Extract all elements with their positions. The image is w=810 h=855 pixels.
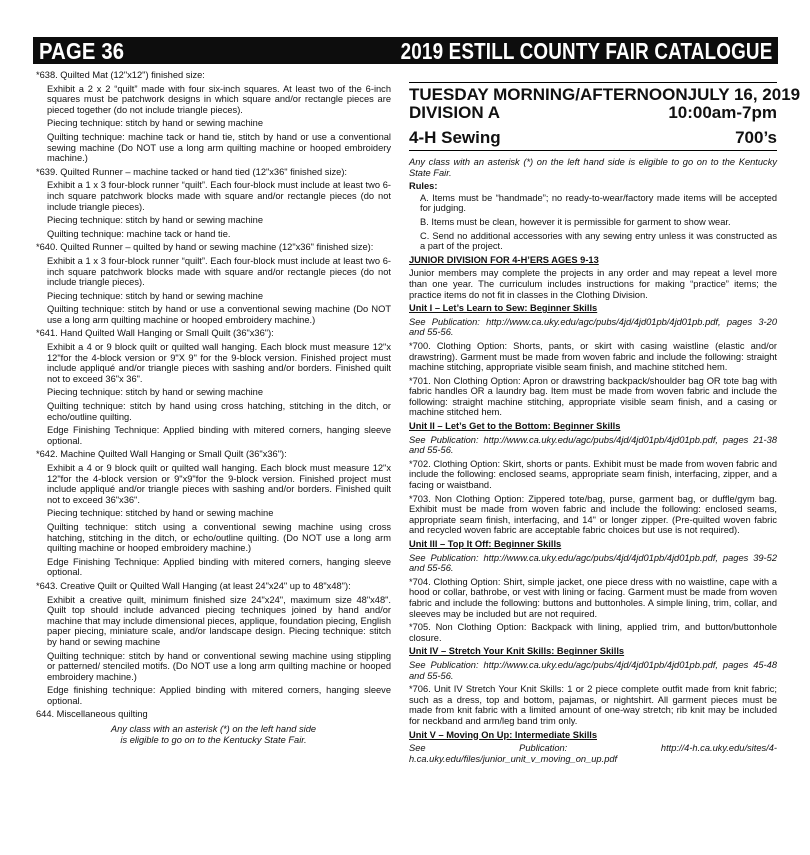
unit-1-publication: See Publication: http://www.ca.uky.edu/agc/pubs/4jd/4jd01pb/4jd01pb.pdf, pages 3-20 and 55-56. (409, 316, 777, 338)
class-700: *700. Clothing Option: Shorts, pants, or skirt with casing waistline (elastic and/or drawstring). Garment must be made from woven fabric and include the following: straight machine stitching, appropriate visible seam finish, and machine stitched hem. (409, 340, 777, 373)
left-column (36, 70, 391, 745)
class-639-piecing: Piecing technique: stitch by hand or sewing machine (47, 215, 264, 226)
class-638-body: Exhibit a 2 x 2 “quilt” made with four six-inch squares. At least two of the 6-inch squares must be patchwork designs in which square and/or rectangle pieces are pieced together (do not include triangle pieces). (47, 83, 391, 115)
junior-division-heading: JUNIOR DIVISION FOR 4-H’ERS AGES 9-13 (409, 254, 599, 265)
class-642-quilting: Quilting technique: stitch using a conventional sewing machine using cross hatching, stitching in the ditch, or echo/outline quilting. (Do NOT use a long arm quilting machine or hooped embroidery machine.) (47, 521, 391, 554)
asterisk-note-line-1: Any class with an asterisk (*) on the left hand side (110, 724, 317, 735)
class-706: *706. Unit IV Stretch Your Knit Skills: 1 or 2 piece complete outfit made from knit fabric; such as a dress, top and bottom, pajamas, or nightshirt. All garment pieces must be made from knit fabric with a limited amount of one-way stretch; rib knit may be included for neckband and arm/leg band trim only. (409, 684, 777, 726)
unit-2-heading: Unit II – Let’s Get to the Bottom: Beginner Skills (409, 421, 621, 432)
rule-b: B. Items must be clean, however it is permissible for garment to show wear. (420, 216, 731, 227)
department-row (409, 128, 777, 147)
class-641-body: Exhibit a 4 or 9 block quilt or quilted wall hanging. Each block must measure 12"x 12"for the 4-block version or 9"X 9" for the 9-block version. Finished project must include appliqué and/or triangle pieces with sashing and/or borders. Finished quilt not to exceed 36"x 36". (47, 342, 391, 384)
class-641-quilting: Quilting technique: stitch by hand using cross hatching, stitching in the ditch, or echo/outline quilting. (47, 401, 391, 422)
class-641-edge: Edge Finishing Technique: Applied binding with mitered corners, hanging sleeve optional. (47, 425, 391, 446)
schedule-row-division (409, 104, 777, 122)
department-number: 700’s (735, 128, 777, 147)
unit-4-publication: See Publication: http://www.ca.uky.edu/agc/pubs/4jd/4jd01pb/4jd01pb.pdf, pages 45-48 and 55-56. (409, 659, 777, 681)
page-header-bar (33, 37, 778, 64)
class-639-body: Exhibit a 1 x 3 four-block runner “quilt”. Each four-block must include at least two 6-inch square patchwork blocks made with square and/or rectangle pieces (do not include triangle pieces). (47, 180, 391, 212)
class-643-title: *643. Creative Quilt or Quilted Wall Hanging (at least 24"x24" up to 48"x48"): (36, 580, 351, 591)
class-640-title: *640. Quilted Runner – quilted by hand or sewing machine (12"x36" finished size): (36, 242, 374, 253)
unit-3-heading: Unit III – Top It Off: Beginner Skills (409, 539, 562, 549)
catalogue-title: 2019 ESTILL COUNTY FAIR CATALOGUE (400, 38, 772, 64)
schedule-date: JULY 16, 2019 (687, 85, 801, 104)
asterisk-note-left (36, 724, 391, 745)
asterisk-note-right: Any class with an asterisk (*) on the left hand side is eligible to go on to the Kentucky State Fair. (409, 157, 777, 178)
schedule-row-day (409, 85, 801, 104)
class-639-title: *639. Quilted Runner – machine tacked or hand tied (12"x36" finished size): (36, 166, 347, 177)
class-644-title: 644. Miscellaneous quilting (36, 709, 148, 720)
class-643-body: Exhibit a creative quilt, minimum finished size 24"x24", maximum size 48"x48". Quilt top should include advanced piecing techniques joined by hand and/or machine that may include dimensional pieces, applique, foundation piecing, English paper piecing, miniature scale, and/or landscape design. Piecing technique: stitch by hand or sewing machine (47, 594, 391, 647)
class-640-quilting: Quilting technique: stitch by hand or use a conventional sewing machine (Do NOT use a long arm quilting machine or hooped embroidery machine.) (47, 304, 391, 325)
class-704: *704. Clothing Option: Shirt, simple jacket, one piece dress with no waistline, cape with a hood or collar, bathrobe, or vest with lining or facing. Garment must be made from woven fabric and include the following: buttons and buttonholes. A simple lining, trim, collar, and sleeves may be included but are not required. (409, 576, 777, 619)
rules-label: Rules: (409, 181, 438, 192)
asterisk-note-line-2: is eligible to go on to the Kentucky State Fair. (120, 734, 307, 745)
class-641-piecing: Piecing technique: stitch by hand or sewing machine (47, 387, 264, 398)
class-643-quilting: Quilting technique: stitch by hand or conventional sewing machine using stippling or patterned/ stenciled motifs. (Do NOT use a long arm quilting machine or hooped embroidery machine.) (47, 650, 391, 682)
class-642-title: *642. Machine Quilted Wall Hanging or Small Quilt (36"x36"): (36, 449, 287, 460)
division-label: DIVISION A (409, 103, 500, 122)
unit-5-heading: Unit V – Moving On Up: Intermediate Skills (409, 729, 598, 740)
class-641-title: *641. Hand Quilted Wall Hanging or Small Quilt (36"x36"): (36, 328, 274, 339)
department-name: 4-H Sewing (409, 128, 501, 147)
schedule-header (409, 82, 801, 147)
class-701: *701. Non Clothing Option: Apron or drawstring backpack/shoulder bag OR tote bag with fabric handles OR a laundry bag. Item must be made from woven fabric and include the following: straight machine stitching, appropriate visible seam finish, and a casing or machine stitched hem. (409, 375, 777, 418)
junior-division-text: Junior members may complete the projects in any order and may repeat a level more than one year. The curriculum includes instructions for making “practice” items; the practice items do not fit in classes in the Clothing Division. (409, 268, 777, 300)
rule-a: A. Items must be “handmade”; no ready-to-wear/factory made items will be accepted for judging. (420, 192, 777, 214)
unit-1-heading: Unit I – Let’s Learn to Sew: Beginner Skills (409, 303, 598, 314)
schedule-day: TUESDAY MORNING/AFTERNOON (409, 85, 688, 104)
class-702: *702. Clothing Option: Skirt, shorts or pants. Exhibit must be made from woven fabric and include the following: enclosed seams, appropriate seam finish, interfacing, zipper, and a facing or waistband. (409, 458, 777, 491)
unit-2-publication: See Publication: http://www.ca.uky.edu/agc/pubs/4jd/4jd01pb/4jd01pb.pdf, pages 21-38 and 55-56. (409, 434, 777, 456)
class-703: *703. Non Clothing Option: Zippered tote/bag, purse, garment bag, or duffle/gym bag. Exhibit must be made from woven fabric and include the following: enclosed seams, appropriate seam finish, interfacing, and 14" or longer zipper. (Pre-quilted woven fabric and recycled woven fabric are acceptable fabric choices but use is not required). (409, 493, 777, 536)
rule-c: C. Send no additional accessories with any sewing entry unless it was constructed as a part of the project. (420, 230, 777, 252)
class-639-quilting: Quilting technique: machine tack or hand tie. (47, 228, 231, 239)
class-642-body: Exhibit a 4 or 9 block quilt or quilted wall hanging. Each block must measure 12"x 12"for the 4-block version or 9"x9"for the 9-block version. Finished project must include appliqué and/or triangle pieces with sashing and/or borders. Finished quilt not to exceed 36"x36". (47, 463, 391, 505)
class-638-quilting: Quilting technique: machine tack or hand tie, stitch by hand or use a conventional sewing machine (Do NOT use a long arm quilting machine or hooped embroidery machine.) (47, 131, 391, 164)
class-640-piecing: Piecing technique: stitch by hand or sewing machine (47, 290, 264, 301)
class-705: *705. Non Clothing Option: Backpack with lining, applied trim, and button/buttonhole closure. (409, 622, 777, 643)
class-638-title: *638. Quilted Mat (12"x12") finished size: (36, 70, 205, 80)
class-638-piecing: Piecing technique: stitch by hand or sewing machine (47, 118, 264, 129)
divider-line (409, 150, 777, 151)
class-642-piecing: Piecing technique: stitched by hand or sewing machine (47, 508, 274, 519)
division-time: 10:00am-7pm (668, 103, 777, 122)
class-642-edge: Edge Finishing Technique: Applied binding with mitered corners, hanging sleeve optional. (47, 556, 391, 578)
class-640-body: Exhibit a 1 x 3 four-block runner “quilt”. Each four-block must include at least two 6-inch square patchwork blocks made with square and/or rectangle pieces (do not include triangle pieces). (47, 255, 391, 288)
unit-5-publication: See Publication: http://4-h.ca.uky.edu/sites/4-h.ca.uky.edu/files/junior_unit_v_moving_on_up.pdf (409, 743, 777, 764)
class-643-edge: Edge finishing technique: Applied binding with mitered corners, hanging sleeve optional. (47, 685, 391, 706)
page-number: PAGE 36 (39, 38, 125, 64)
unit-4-heading: Unit IV – Stretch Your Knit Skills: Beginner Skills (409, 646, 625, 657)
right-column (409, 79, 801, 767)
unit-3-publication: See Publication: http://www.ca.uky.edu/agc/pubs/4jd/4jd01pb/4jd01pb.pdf, pages 39-52 and 55-56. (409, 552, 777, 574)
